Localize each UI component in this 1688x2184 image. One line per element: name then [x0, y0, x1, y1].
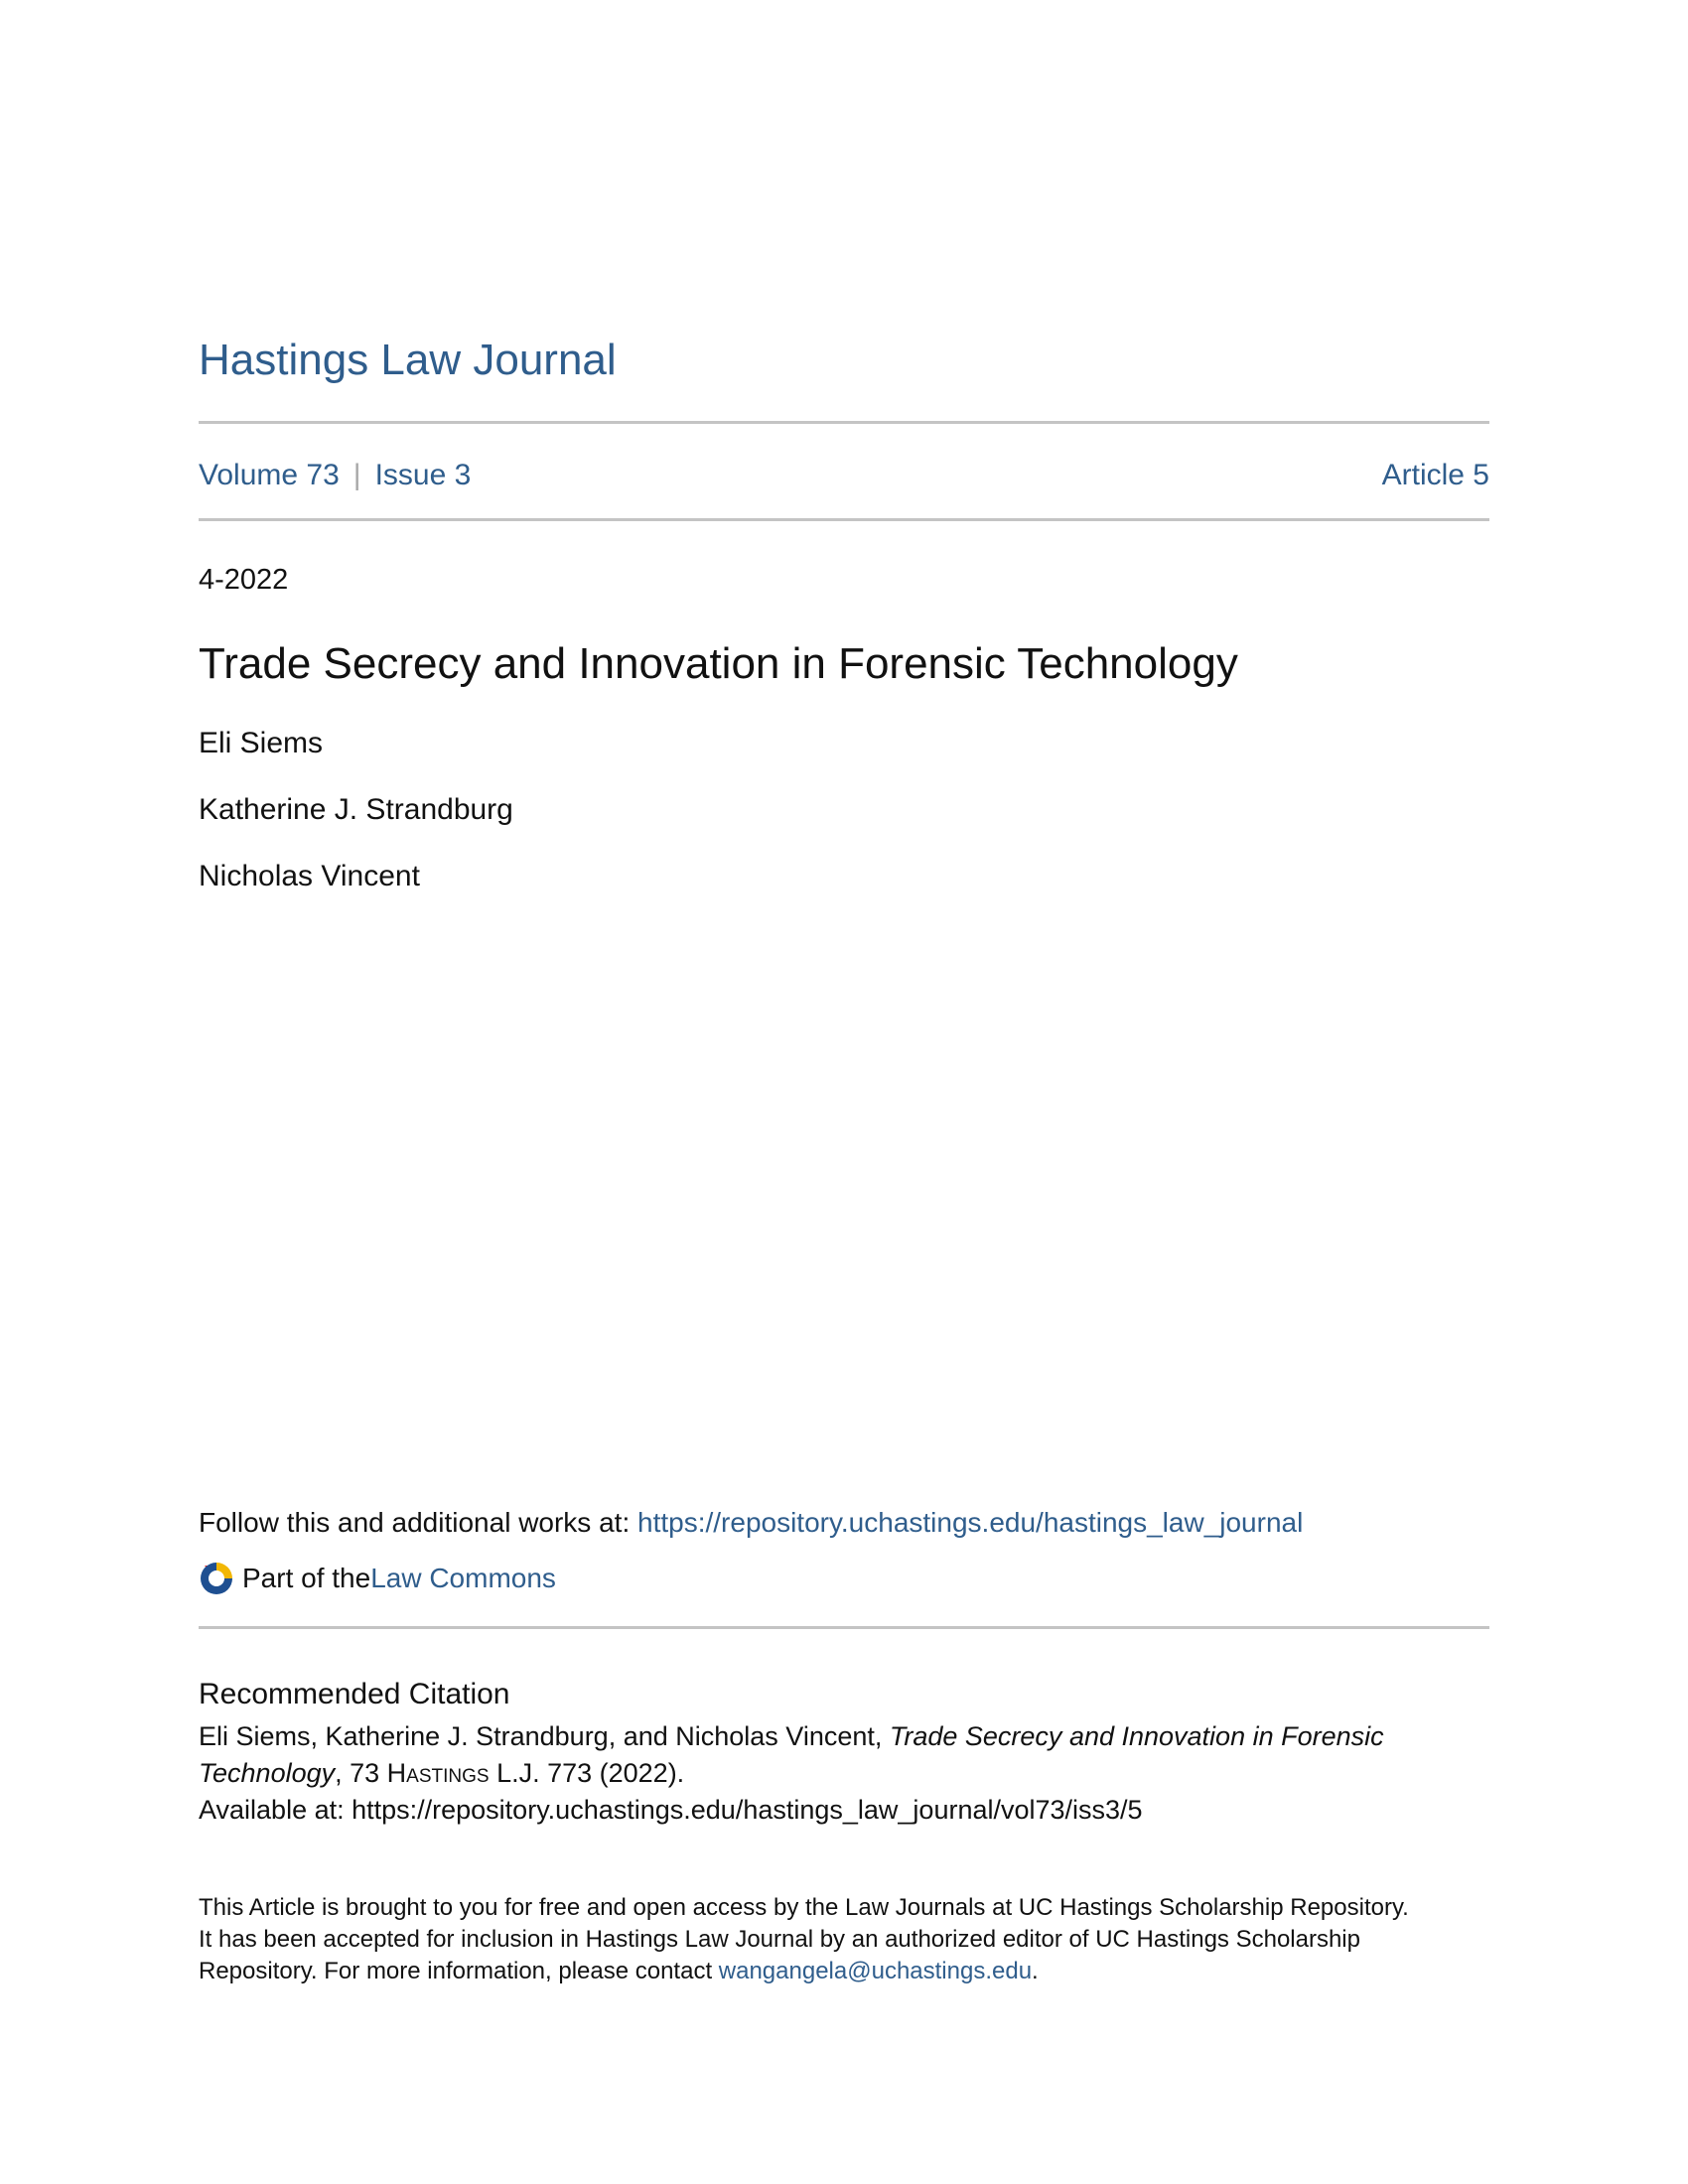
journal-title-link[interactable]: Hastings Law Journal — [199, 336, 617, 384]
article-number-link[interactable]: Article 5 — [1381, 459, 1489, 491]
author-name: Nicholas Vincent — [199, 860, 420, 892]
footer-line-2: It has been accepted for inclusion in Hastings Law Journal by an authorized editor of UC Hastings Scholarship — [199, 1926, 1360, 1953]
citation-text — [199, 1718, 1489, 1829]
contact-email-link[interactable]: wangangela@uchastings.edu — [718, 1958, 1033, 1984]
publication-date: 4-2022 — [199, 564, 289, 596]
follow-line — [199, 1507, 1303, 1539]
citation-authors: Eli Siems, Katherine J. Strandburg, and Nicholas Vincent, — [199, 1721, 890, 1751]
citation-volume: , 73 — [335, 1758, 387, 1788]
cover-page — [199, 0, 1489, 2184]
author-name: Katherine J. Strandburg — [199, 793, 513, 826]
volume-link[interactable]: Volume 73 — [199, 459, 340, 491]
author-name: Eli Siems — [199, 727, 324, 759]
footer-period: . — [1032, 1958, 1039, 1984]
volume-issue-separator: | — [352, 459, 361, 491]
part-of-prefix: Part of the — [242, 1563, 371, 1593]
middle-divider — [199, 518, 1489, 521]
citation-title-part-2: Technology — [199, 1758, 336, 1788]
article-title: Trade Secrecy and Innovation in Forensic Technology — [199, 639, 1238, 688]
citation-line-2 — [199, 1755, 1489, 1792]
top-divider — [199, 421, 1489, 424]
citation-title-part-1: Trade Secrecy and Innovation in Forensic — [889, 1721, 1384, 1751]
footer-note — [199, 1892, 1489, 1987]
law-commons-link[interactable]: Law Commons — [370, 1563, 556, 1593]
issue-link[interactable]: Issue 3 — [374, 459, 472, 491]
digital-commons-network-icon — [199, 1561, 234, 1596]
repository-url-link[interactable]: https://repository.uchastings.edu/hastings_law_journal — [637, 1507, 1304, 1538]
citation-heading: Recommended Citation — [199, 1678, 510, 1710]
citation-journal-abbrev: Hastings — [386, 1758, 490, 1788]
footer-line-3 — [199, 1956, 1489, 1987]
citation-page-year: L.J. 773 (2022). — [489, 1758, 685, 1788]
citation-available-at: Available at: https://repository.uchastings.edu/hastings_law_journal/vol73/iss3/5 — [199, 1795, 1143, 1825]
citation-line-1 — [199, 1718, 1489, 1755]
follow-prefix: Follow this and additional works at: — [199, 1507, 637, 1538]
part-of-line — [199, 1561, 556, 1596]
footer-contact-prefix: Repository. For more information, please contact — [199, 1958, 719, 1984]
issue-info-row — [199, 459, 1489, 492]
author-list — [199, 727, 513, 926]
footer-line-1: This Article is brought to you for free and open access by the Law Journals at UC Hastings Scholarship Repository. — [199, 1894, 1409, 1921]
bottom-divider — [199, 1626, 1489, 1629]
